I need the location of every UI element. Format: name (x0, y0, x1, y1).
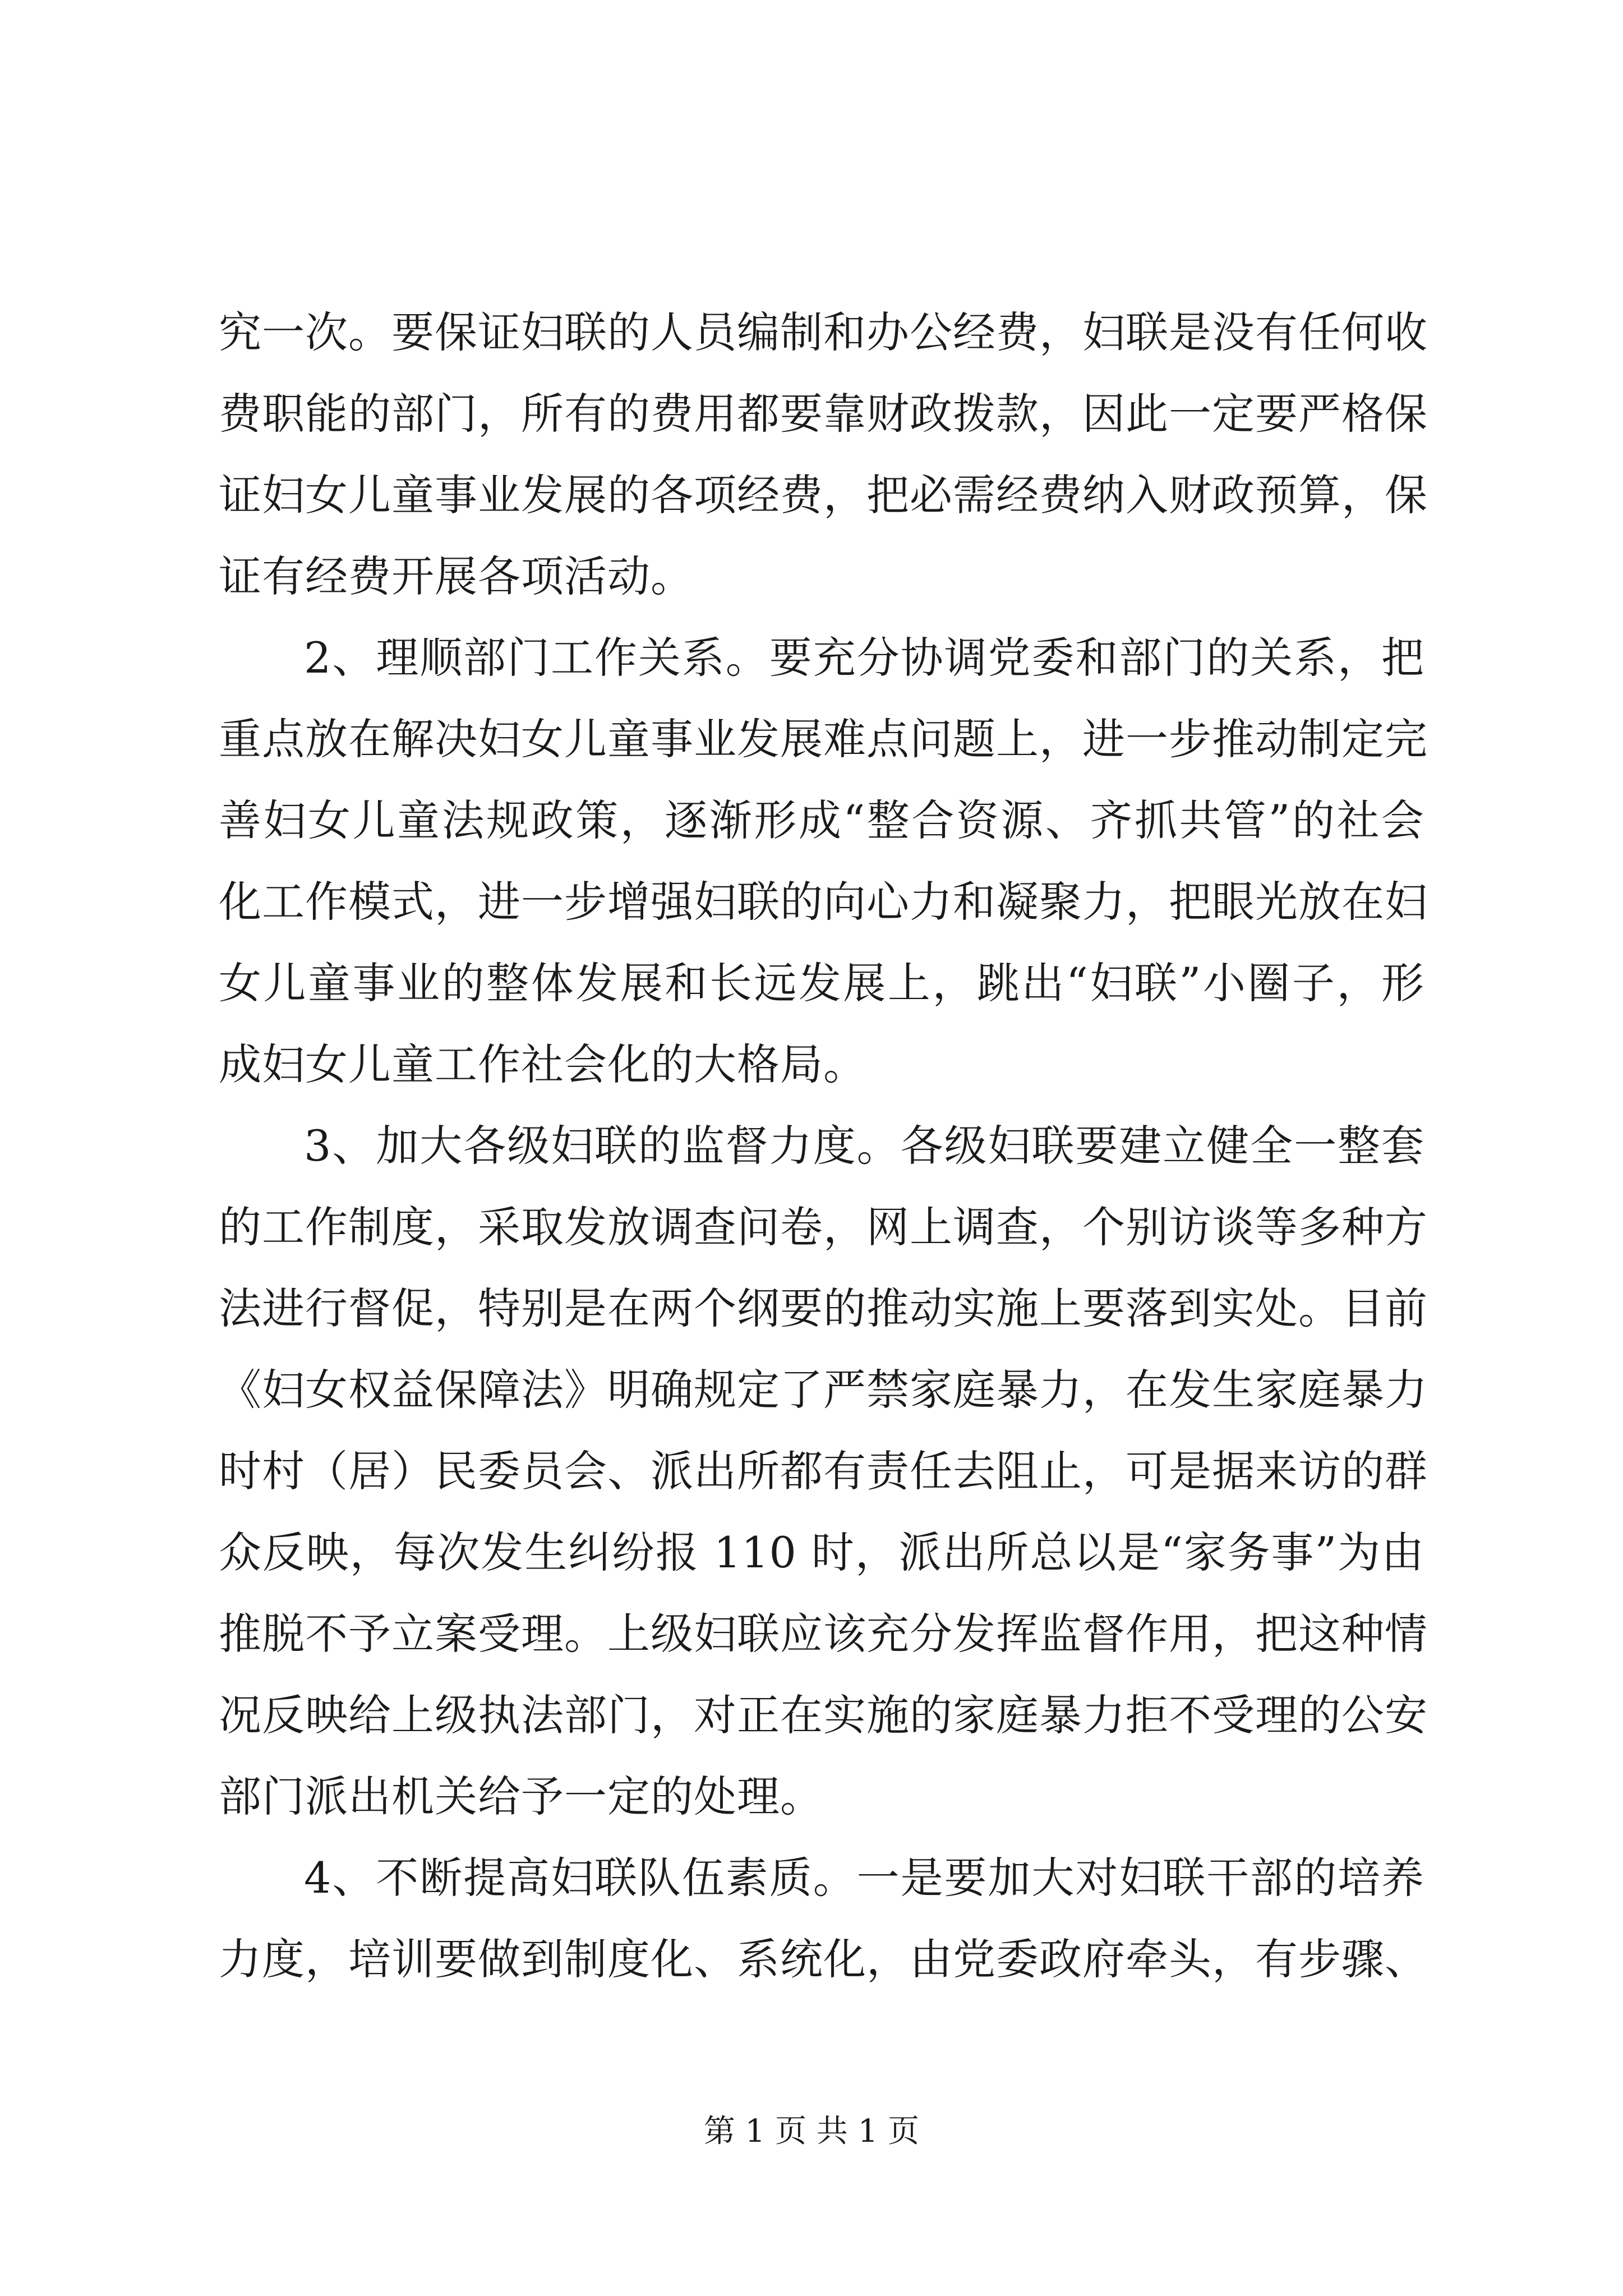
text-line: 究一次。要保证妇联的人员编制和办公经费，妇联是没有任何收 (219, 307, 1428, 357)
text-line: 《妇女权益保障法》明确规定了严禁家庭暴力，在发生家庭暴力 (219, 1365, 1428, 1415)
text-line: 众反映，每次发生纠纷报 110 时，派出所总以是“家务事”为由 (219, 1527, 1424, 1577)
text-line: 力度，培训要做到制度化、系统化，由党委政府牵头，有步骤、 (219, 1934, 1428, 1984)
page-footer: 第 1 页 共 1 页 (703, 2113, 920, 2150)
text-line: 法进行督促，特别是在两个纲要的推动实施上要落到实处。目前 (219, 1283, 1428, 1333)
text-line: 费职能的部门，所有的费用都要靠财政拨款，因此一定要严格保 (219, 389, 1428, 439)
text-line: 善妇女儿童法规政策，逐渐形成“整合资源、齐抓共管”的社会 (219, 795, 1424, 845)
text-line: 部门派出机关给予一定的处理。 (219, 1772, 823, 1821)
text-line: 重点放在解决妇女儿童事业发展难点问题上，进一步推动制定完 (219, 714, 1428, 764)
paragraph-heading-3: 3、加大各级妇联的监督力度。各级妇联要建立健全一整套 (304, 1121, 1424, 1171)
text-line: 况反映给上级执法部门，对正在实施的家庭暴力拒不受理的公安 (219, 1690, 1428, 1740)
text-line: 化工作模式，进一步增强妇联的向心力和凝聚力，把眼光放在妇 (219, 877, 1428, 927)
text-line: 推脱不予立案受理。上级妇联应该充分发挥监督作用，把这种情 (219, 1609, 1428, 1659)
text-line: 时村（居）民委员会、派出所都有责任去阻止，可是据来访的群 (219, 1446, 1428, 1496)
paragraph-heading-2: 2、理顺部门工作关系。要充分协调党委和部门的关系，把 (304, 633, 1424, 683)
text-line: 证妇女儿童事业发展的各项经费，把必需经费纳入财政预算，保 (219, 470, 1428, 520)
body-text (219, 292, 1428, 2000)
paragraph-heading-4: 4、不断提高妇联队伍素质。一是要加大对妇联干部的培养 (304, 1853, 1424, 1903)
text-line: 证有经费开展各项活动。 (219, 551, 694, 601)
text-line: 女儿童事业的整体发展和长远发展上，跳出“妇联”小圈子，形 (219, 958, 1424, 1008)
text-line: 成妇女儿童工作社会化的大格局。 (219, 1039, 866, 1089)
text-line: 的工作制度，采取发放调查问卷，网上调查，个别访谈等多种方 (219, 1202, 1428, 1252)
